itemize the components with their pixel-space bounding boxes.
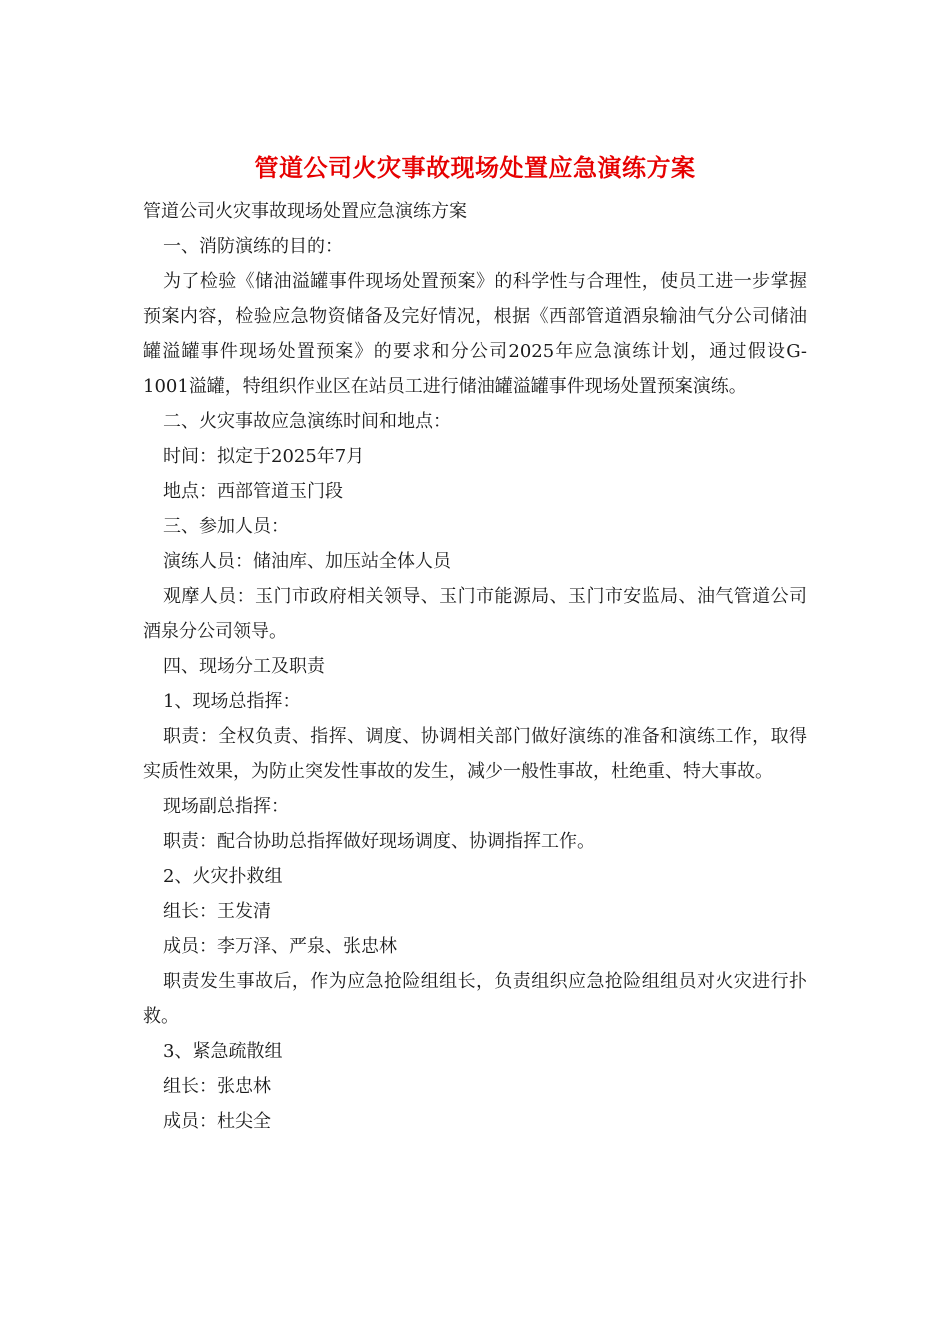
drill-participants-line: 演练人员：储油库、加压站全体人员 xyxy=(163,551,451,572)
purpose-paragraph: 为了检验《储油溢罐事件现场处置预案》的科学性与合理性，使员工进一步掌握预案内容，检验应急物资储备及完好情况，根据《西部管道酒泉输油气分公司储油罐溢罐事件现场处置预案》的要求和分公司2025年应急演练计划，通过假设G-1001溢罐，特组织作业区在站员工进行储油罐溢罐事件现场处置预案演练。 xyxy=(143,271,807,397)
fire-fighting-group-heading: 2、火灾扑救组 xyxy=(163,866,283,887)
section-heading-duties: 四、现场分工及职责 xyxy=(163,656,325,677)
section-heading-participants: 三、参加人员： xyxy=(163,516,289,537)
evacuation-group-leader: 组长：张忠林 xyxy=(163,1076,271,1097)
document-page xyxy=(143,150,807,1139)
deputy-commander-heading: 现场副总指挥： xyxy=(163,796,289,817)
evacuation-group-heading: 3、紧急疏散组 xyxy=(163,1041,283,1062)
document-title: 管道公司火灾事故现场处置应急演练方案 xyxy=(254,153,696,182)
observers-paragraph: 观摩人员：玉门市政府相关领导、玉门市能源局、玉门市安监局、油气管道公司酒泉分公司领导。 xyxy=(143,586,807,642)
doc-subtitle: 管道公司火灾事故现场处置应急演练方案 xyxy=(143,201,467,222)
deputy-commander-duties: 职责：配合协助总指挥做好现场调度、协调指挥工作。 xyxy=(163,831,595,852)
commander-heading: 1、现场总指挥： xyxy=(163,691,301,712)
evacuation-group-members: 成员：杜尖全 xyxy=(163,1111,271,1132)
time-line: 时间：拟定于2025年7月 xyxy=(163,446,365,467)
section-heading-purpose: 一、消防演练的目的： xyxy=(163,236,343,257)
fire-fighting-group-members: 成员：李万泽、严泉、张忠林 xyxy=(163,936,397,957)
fire-fighting-group-duties: 职责发生事故后，作为应急抢险组组长，负责组织应急抢险组组员对火灾进行扑救。 xyxy=(143,971,807,1027)
commander-duties-paragraph: 职责：全权负责、指挥、调度、协调相关部门做好演练的准备和演练工作，取得实质性效果，为防止突发性事故的发生，减少一般性事故，杜绝重、特大事故。 xyxy=(143,726,807,782)
fire-fighting-group-leader: 组长：王发清 xyxy=(163,901,271,922)
section-heading-time-place: 二、火灾事故应急演练时间和地点： xyxy=(163,411,451,432)
place-line: 地点：西部管道玉门段 xyxy=(163,481,343,502)
